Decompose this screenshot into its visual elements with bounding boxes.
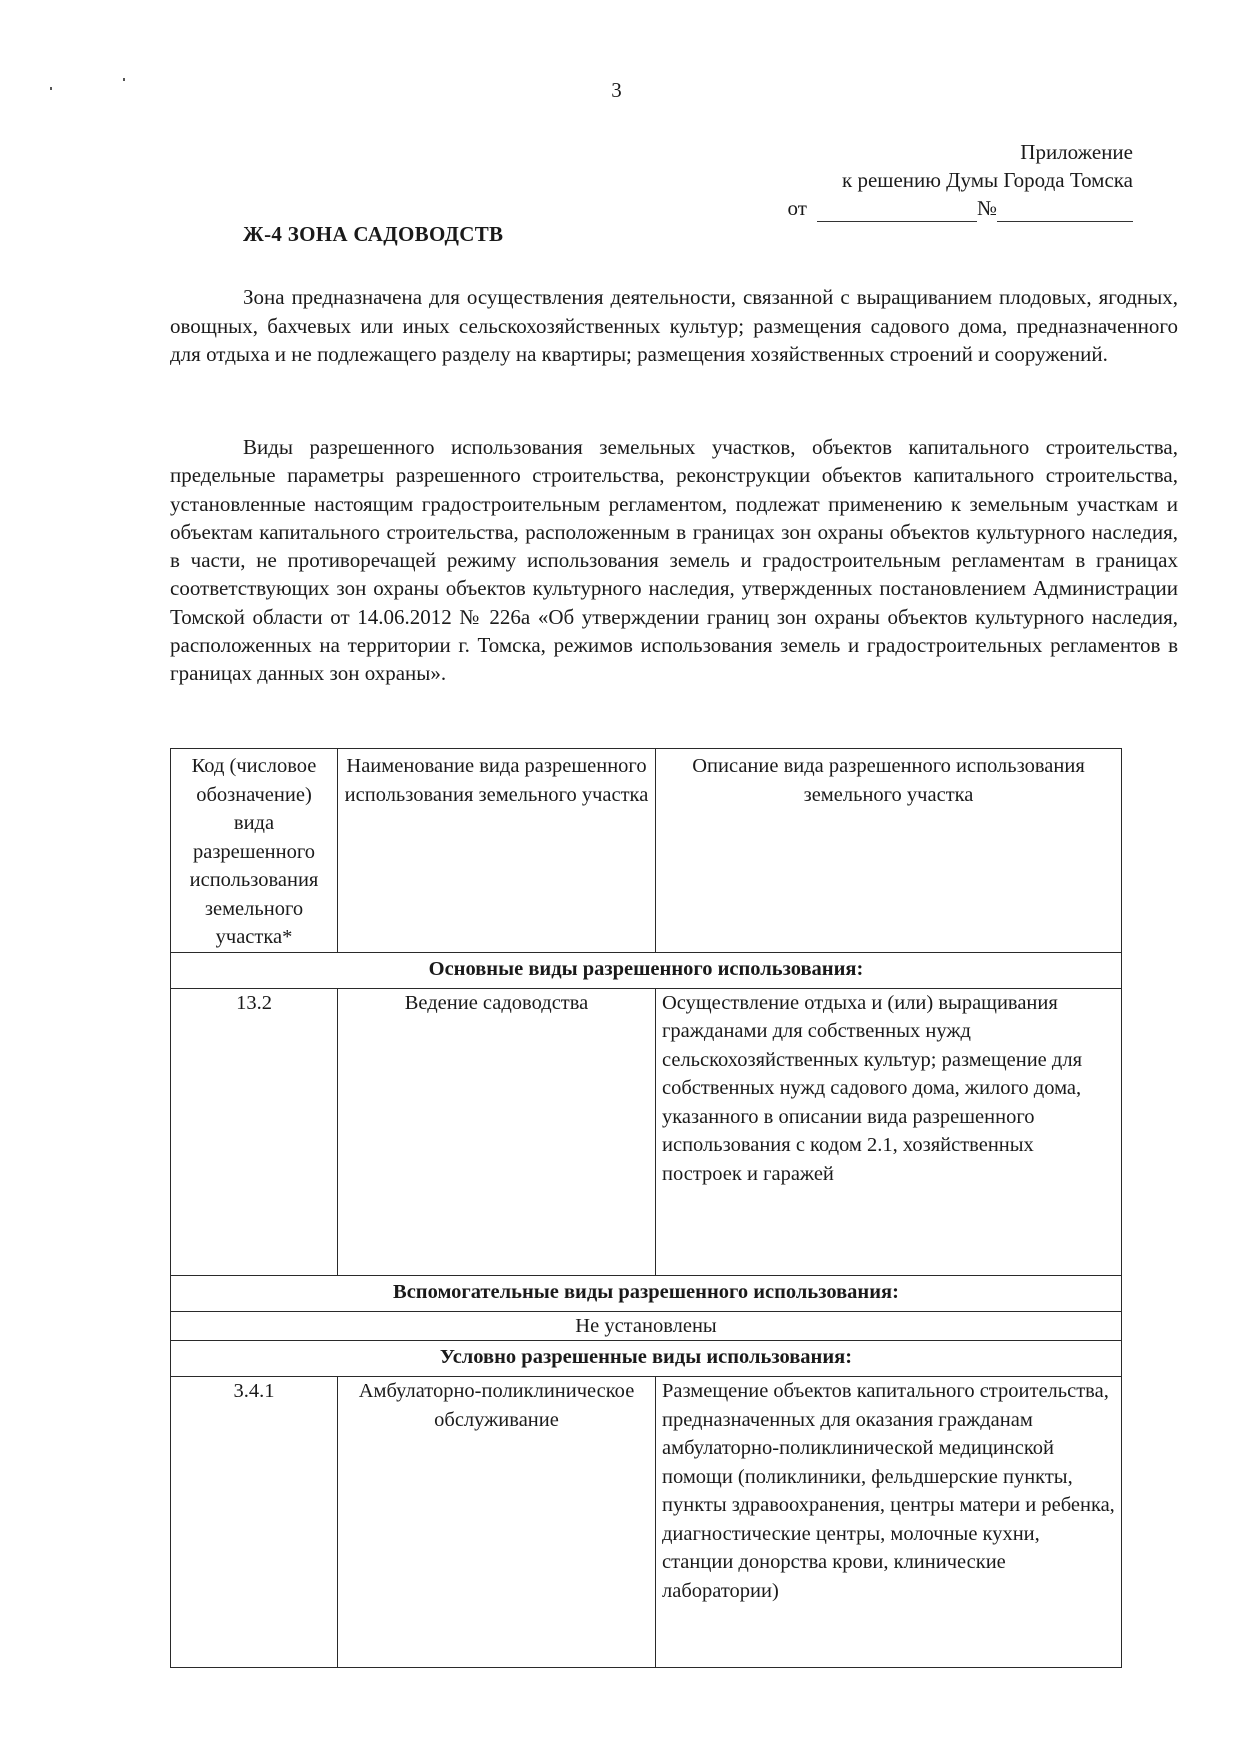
number-sign: № [976,196,997,220]
section-title-auxiliary: Вспомогательные виды разрешенного использования: [171,1275,1122,1311]
appendix-label: Приложение [1020,140,1133,164]
date-prefix: от [787,196,807,220]
permitted-use-table [170,748,1122,1668]
zone-title: Ж-4 ЗОНА САДОВОДСТВ [243,222,504,246]
appendix-decision: к решению Думы Города Томска [842,168,1133,192]
appendix-header [773,138,1133,222]
page-number: 3 [611,78,622,102]
row-description: Осуществление отдыха и (или) выращивания гражданами для собственных нужд сельскохозяйственных культур; размещение для собственных нужд садового дома, жилого дома, указанного в описании вида разрешенного использования с кодом 2.1, хозяйственных построек и гаражей [656,988,1122,1275]
table-header-row [171,749,1122,953]
row-code: 3.4.1 [171,1377,338,1668]
section-title-conditional: Условно разрешенные виды использования: [171,1341,1122,1377]
number-blank-field [997,201,1133,222]
section-row-conditional [171,1341,1122,1377]
appendix-date-number [773,194,1133,222]
heritage-zones-paragraph: Виды разрешенного использования земельных участков, объектов капитального строительства, предельные параметры разрешенного строительства, реконструкции объектов капитального строительства, установленные настоящим градостроительным регламентом, подлежат применению к земельным участкам и объектам капитального строительства, расположенным в границах зон охраны объектов культурного наследия, в части, не противоречащей режиму использования земель и градостроительным регламентам в границах соответствующих зон охраны объектов культурного наследия, утвержденных постановлением Администрации Томской области от 14.06.2012 № 226а «Об утверждении границ зон охраны объектов культурного наследия, расположенных на территории г. Томска, режимов использования земель и градостроительных регламентов в границах данных зон охраны». [170,435,1178,686]
section-note-row [171,1311,1122,1341]
row-code: 13.2 [171,988,338,1275]
header-code: Код (числовое обозначение) вида разрешенного использования земельного участка* [171,749,338,953]
row-name: Ведение садоводства [338,988,656,1275]
section-title-main: Основные виды разрешенного использования: [171,952,1122,988]
zone-purpose-paragraph: Зона предназначена для осуществления деятельности, связанной с выращиванием плодовых, ягодных, овощных, бахчевых или иных сельскохозяйственных культур; размещения садового дома, предназначенного для отдыха и не подлежащего разделу на квартиры; размещения хозяйственных строений и сооружений. [170,285,1178,366]
section-row-main [171,952,1122,988]
table-row [171,1377,1122,1668]
row-description: Размещение объектов капитального строительства, предназначенных для оказания гражданам амбулаторно-поликлинической медицинской помощи (поликлиники, фельдшерские пункты, пункты здравоохранения, центры матери и ребенка, диагностические центры, молочные кухни, станции донорства крови, клинические лаборатории) [656,1377,1122,1668]
header-name: Наименование вида разрешенного использования земельного участка [338,749,656,953]
section-row-auxiliary [171,1275,1122,1311]
date-blank-field [817,201,977,222]
row-name: Амбулаторно-поликлиническое обслуживание [338,1377,656,1668]
section-note-auxiliary: Не установлены [171,1311,1122,1341]
header-description: Описание вида разрешенного использования земельного участка [656,749,1122,953]
table-row [171,988,1122,1275]
